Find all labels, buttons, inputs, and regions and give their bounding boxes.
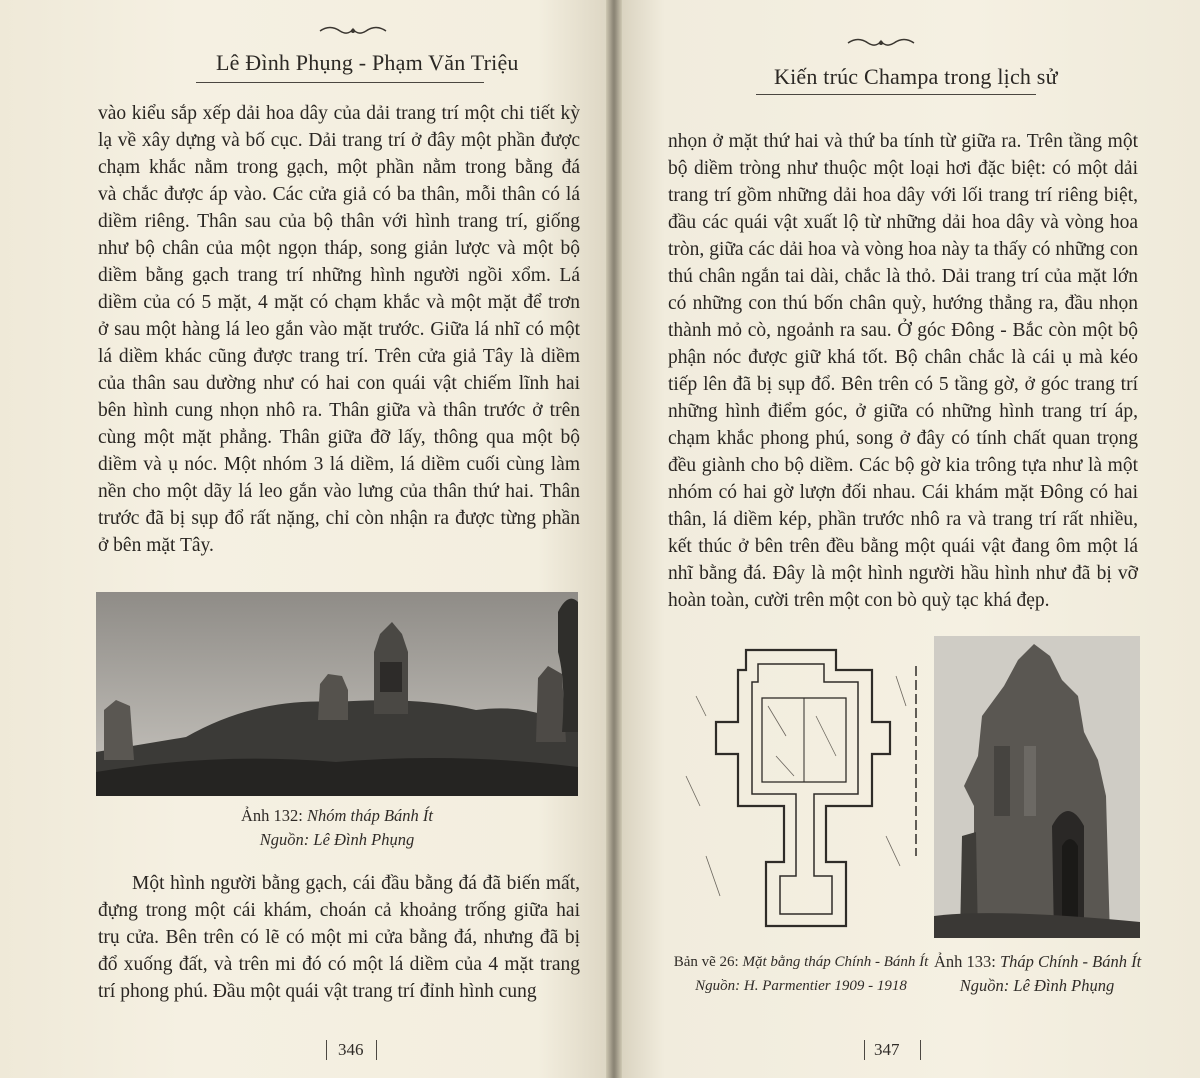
text-line: cùng một mặt phẳng. Thân giữa đỡ lấy, thông qua một bộ [98, 427, 580, 448]
drawing-caption-26: Bản vẽ 26: Mặt bằng tháp Chính - Bánh Ít [673, 954, 929, 970]
ornament-right [846, 36, 916, 50]
photo-caption-132: Ảnh 132: Nhóm tháp Bánh Ít [240, 806, 434, 825]
text-line: đều giành cho bộ diềm. Các bộ gờ kia trông tựa như là một [668, 455, 1138, 476]
running-head-right: Kiến trúc Champa trong lịch sử [774, 64, 1058, 89]
page-num-bar [920, 1040, 921, 1060]
text-line: lá diềm khác cũng được trang trí. Trên cửa giả Tây là diềm [98, 346, 580, 367]
text-line: như bộ chân của một ngọn tháp, song giản lược và một bộ [98, 238, 580, 259]
text-line: những hình điểm góc, ở giữa có những hình trang trí áp, [668, 401, 1138, 422]
text-line: diềm và ụ nóc. Một nhóm 3 lá diềm, lá diềm cuối cùng làm [98, 454, 580, 475]
page-num-bar [326, 1040, 327, 1060]
ornament-left [318, 24, 388, 38]
text-line: nhọn ở mặt thứ hai và thứ ba tính từ giữa ra. Trên tầng một [668, 131, 1138, 152]
text-line: trước đã bị sụp đổ rất nặng, chỉ còn nhận ra được từng phần [98, 508, 580, 529]
text-line: lạ về xây dựng và bố cục. Dải trang trí ở đây một phần được [98, 130, 580, 151]
text-line: chạm khắc nằm trong gạch, một phần nằm trong bằng đá [98, 157, 580, 178]
page-num-bar [376, 1040, 377, 1060]
head-rule-right [756, 94, 1036, 95]
photo-caption-133: Ảnh 133: Tháp Chính - Bánh Ít [934, 952, 1142, 971]
drawing-source-26: Nguồn: H. Parmentier 1909 - 1918 [695, 978, 907, 994]
text-line: ở sau một hàng lá leo gắn vào mặt trước. Giữa lá nhĩ có một [98, 319, 580, 340]
photo-banh-it-group [96, 592, 578, 796]
left-paragraph-1 [98, 100, 580, 559]
text-line: đổ xuống đất, và trên mi đó có một lá diềm của 4 mặt trang [98, 954, 580, 975]
photo-thap-chinh [934, 636, 1140, 938]
text-line: tiếp lên đã bị sụp đổ. Bên trên có 5 tầng gờ, ở góc trang trí [668, 374, 1138, 395]
text-line: nhĩ bằng đá. Đây là một hình người hầu hình như đã bị vỡ [668, 563, 1138, 584]
book-gutter [606, 0, 622, 1078]
text-line: tròn, giữa các dải hoa và vòng hoa này ta thấy có những con [668, 239, 1138, 260]
right-paragraph-1 [668, 128, 1138, 614]
text-line: đầu các quái vật xuất lộ từ những dải hoa dây và vòng hoa [668, 212, 1138, 233]
text-line: bộ diềm tròng như thuộc một loại hơi đặc biệt: có một dải [668, 158, 1138, 179]
text-line: thành mỏ cò, ngoảnh ra sau. Ở góc Đông - Bắc còn một bộ [668, 320, 1138, 341]
floor-plan-drawing [676, 636, 926, 938]
text-line: hoàn toàn, cười trên một con bò quỳ tạc khá đẹp. [668, 590, 1050, 611]
left-paragraph-2 [98, 870, 580, 1005]
text-line: nhóm có hai gờ lượn đối nhau. Cái khám mặt Đông có hai [668, 482, 1138, 503]
text-line: chạm khắc phong phú, song ở đây có tính chất quan trọng [668, 428, 1138, 449]
text-line: của thân sau dường như có hai con quái vật chiếm lĩnh hai [98, 373, 580, 394]
text-line: Một hình người bằng gạch, cái đầu bằng đá đã biến mất, [132, 873, 580, 894]
text-line: bên hình cung nhọn nhô ra. Thân giữa và thân trước ở trên [98, 400, 580, 421]
head-rule-left [196, 82, 484, 83]
page-num-bar [864, 1040, 865, 1060]
text-line: diềm bằng gạch trang trí những hình người ngồi xổm. Lá [98, 265, 580, 286]
text-line: nền cho một dãy lá leo gắn vào lưng của thân thứ hai. Thân [98, 481, 580, 502]
photo-source-133: Nguồn: Lê Đình Phụng [959, 976, 1115, 995]
page-number-left: 346 [338, 1040, 364, 1059]
text-line: diềm riêng. Thân sau của bộ thân với hình trang trí, giống [98, 211, 580, 232]
photo-source-132: Nguồn: Lê Đình Phụng [259, 830, 415, 849]
text-line: có những con thú bốn chân quỳ, hướng thẳng ra, đầu nhọn [668, 293, 1138, 314]
text-line: trí phong phú. Đầu một quái vật trang trí đỉnh hình cung [98, 981, 537, 1002]
text-line: ở bên mặt Tây. [98, 535, 214, 556]
text-line: đựng trong một cái khám, choán cả khoảng trống giữa hai [98, 900, 580, 921]
text-line: phận nóc được giữ khá tốt. Bộ chân chắc là cái ụ mà kéo [668, 347, 1138, 368]
text-line: và chắc được áp vào. Các cửa giả có ba thân, mỗi thân có lá [98, 184, 580, 205]
running-head-left: Lê Đình Phụng - Phạm Văn Triệu [216, 50, 519, 75]
page-number-right: 347 [874, 1040, 900, 1059]
text-line: trang trí gồm những dải hoa dây với lối trang trí riêng biệt, [668, 185, 1138, 206]
text-line: thú chân ngắn tai dài, chắc là thỏ. Dải trang trí của mặt lớn [668, 266, 1138, 287]
text-line: trụ cửa. Bên trên có lẽ có một mi cửa bằng đá, nhưng đã bị [98, 927, 580, 948]
text-line: thân, lá diềm kép, phần trước nhô ra và trang trí rất nhiều, [668, 509, 1138, 530]
text-line: diềm của có 5 mặt, 4 mặt có chạm khắc và một mặt để trơn [98, 292, 580, 313]
text-line: kết thúc ở bên trên đều bằng một quái vật đang ôm một lá [668, 536, 1138, 557]
text-line: vào kiểu sắp xếp dải hoa dây của dải trang trí một chi tiết kỳ [98, 103, 580, 124]
